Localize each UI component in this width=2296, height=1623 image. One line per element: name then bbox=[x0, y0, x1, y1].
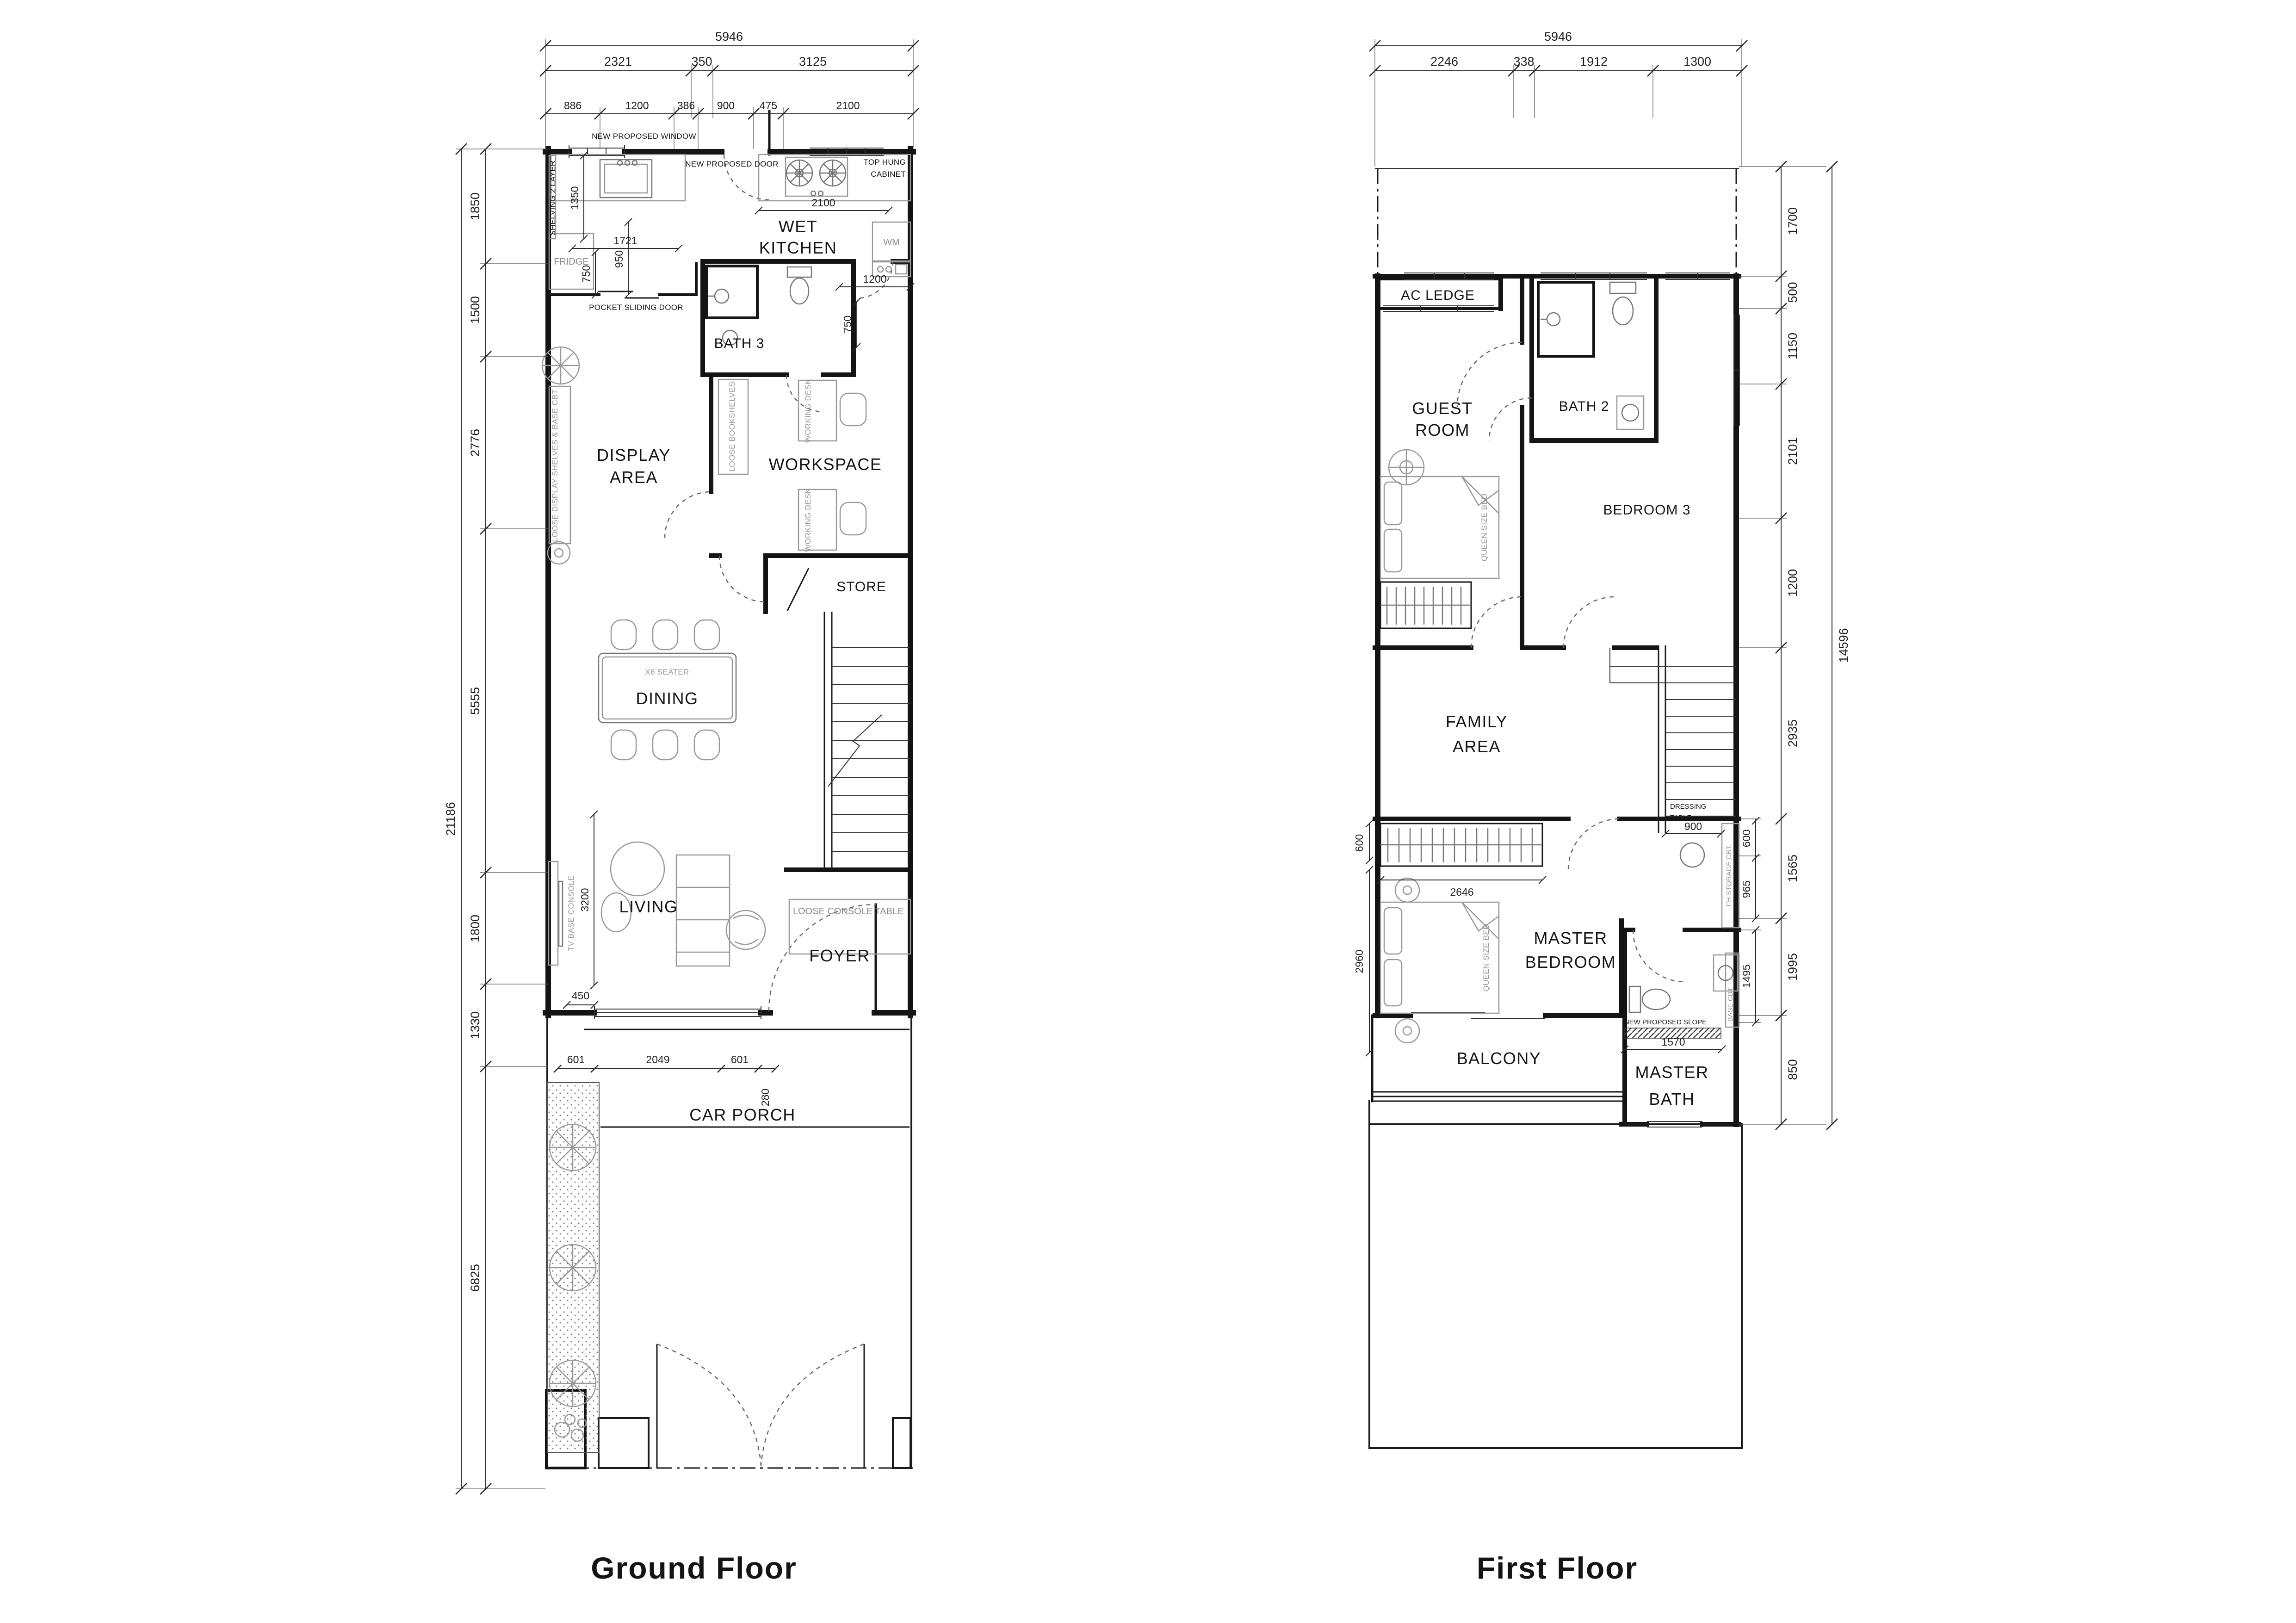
svg-text:886: 886 bbox=[563, 99, 582, 112]
chair-2 bbox=[840, 502, 866, 535]
svg-text:1570: 1570 bbox=[1661, 1036, 1685, 1048]
svg-text:LOOSE CONSOLE TABLE: LOOSE CONSOLE TABLE bbox=[793, 906, 904, 917]
svg-text:1721: 1721 bbox=[613, 235, 637, 247]
svg-text:850: 850 bbox=[1786, 1059, 1800, 1080]
svg-text:1850: 1850 bbox=[468, 192, 482, 221]
toilet-tank bbox=[1629, 986, 1640, 1012]
label-guest-room: GUEST bbox=[1412, 399, 1473, 418]
first-floor-plan bbox=[1353, 30, 1850, 1448]
shower bbox=[706, 266, 757, 318]
ff-lower-roof bbox=[1369, 1124, 1742, 1448]
svg-text:2776: 2776 bbox=[468, 428, 482, 457]
svg-text:AREA: AREA bbox=[1452, 737, 1501, 756]
plant-icon bbox=[726, 911, 765, 949]
stove bbox=[786, 157, 848, 196]
toilet-tank bbox=[1610, 282, 1636, 293]
svg-text:2246: 2246 bbox=[1430, 55, 1459, 68]
svg-text:601: 601 bbox=[730, 1053, 749, 1065]
svg-text:338: 338 bbox=[1513, 55, 1535, 68]
svg-text:SHELVING 2 LAYER: SHELVING 2 LAYER bbox=[548, 160, 557, 236]
svg-text:2960: 2960 bbox=[1353, 949, 1365, 973]
dressing-mirror bbox=[1680, 843, 1704, 867]
svg-text:LOOSE DISPLAY SHELVES & BASE C: LOOSE DISPLAY SHELVES & BASE CBT. bbox=[551, 388, 559, 542]
master-bed bbox=[1380, 902, 1499, 1013]
svg-text:950: 950 bbox=[613, 250, 625, 268]
toilet-bowl bbox=[1642, 989, 1670, 1010]
svg-text:FH STORAGE CBT.: FH STORAGE CBT. bbox=[1725, 844, 1733, 906]
toilet-tank bbox=[787, 267, 811, 277]
label-family-area: FAMILY bbox=[1445, 712, 1508, 731]
label-bath3: BATH 3 bbox=[714, 336, 765, 351]
bullseye-icon bbox=[548, 542, 570, 564]
svg-text:WORKING DESK: WORKING DESK bbox=[804, 379, 812, 443]
gf-store-door-leaf bbox=[787, 568, 809, 611]
svg-text:3200: 3200 bbox=[579, 888, 591, 912]
svg-text:LOOSE BOOKSHELVES: LOOSE BOOKSHELVES bbox=[728, 381, 736, 472]
svg-text:1800: 1800 bbox=[468, 914, 482, 943]
svg-text:CABINET: CABINET bbox=[871, 170, 906, 179]
svg-text:WM: WM bbox=[883, 237, 900, 248]
tv bbox=[559, 881, 563, 946]
svg-text:475: 475 bbox=[759, 99, 778, 112]
svg-text:POCKET SLIDING DOOR: POCKET SLIDING DOOR bbox=[589, 303, 683, 312]
dim-gf-height: 21186 bbox=[444, 802, 458, 836]
svg-text:3125: 3125 bbox=[798, 55, 827, 68]
svg-text:500: 500 bbox=[1786, 282, 1800, 303]
label-foyer: FOYER bbox=[809, 946, 870, 965]
label-display-area: DISPLAY bbox=[597, 446, 671, 465]
svg-text:BEDROOM: BEDROOM bbox=[1525, 953, 1616, 972]
svg-text:2100: 2100 bbox=[836, 99, 860, 112]
svg-text:1350: 1350 bbox=[569, 186, 581, 210]
label-living: LIVING bbox=[619, 897, 678, 916]
label-new-door: NEW PROPOSED DOOR bbox=[685, 160, 779, 168]
svg-text:600: 600 bbox=[1740, 829, 1752, 848]
ground-floor-plan bbox=[444, 30, 919, 1494]
svg-text:450: 450 bbox=[571, 990, 590, 1002]
ground-floor-title: Ground Floor bbox=[591, 1551, 797, 1585]
gf-bath3 bbox=[706, 266, 811, 345]
svg-text:1500: 1500 bbox=[468, 296, 482, 324]
svg-text:2100: 2100 bbox=[811, 197, 835, 209]
svg-text:350: 350 bbox=[691, 55, 712, 68]
svg-text:6825: 6825 bbox=[468, 1264, 482, 1292]
svg-text:601: 601 bbox=[567, 1053, 585, 1065]
svg-text:900: 900 bbox=[717, 99, 735, 112]
gf-stairs bbox=[824, 612, 910, 870]
chair-1 bbox=[840, 393, 866, 426]
svg-text:AREA: AREA bbox=[609, 468, 658, 487]
label-store: STORE bbox=[836, 579, 886, 595]
svg-text:2646: 2646 bbox=[1450, 886, 1474, 898]
gf-doors bbox=[657, 111, 893, 1468]
svg-text:5555: 5555 bbox=[468, 687, 482, 715]
svg-text:1200: 1200 bbox=[1786, 569, 1800, 597]
gf-kitchen bbox=[549, 155, 910, 289]
svg-text:600: 600 bbox=[1353, 834, 1365, 852]
label-car-porch: CAR PORCH bbox=[689, 1105, 796, 1124]
svg-text:FRIDGE: FRIDGE bbox=[554, 257, 589, 267]
label-ac-ledge: AC LEDGE bbox=[1401, 288, 1475, 303]
svg-text:1200: 1200 bbox=[625, 99, 649, 112]
label-new-window: NEW PROPOSED WINDOW bbox=[592, 132, 696, 141]
svg-text:X6 SEATER: X6 SEATER bbox=[645, 668, 689, 676]
sofa bbox=[676, 855, 730, 966]
label-balcony: BALCONY bbox=[1456, 1049, 1541, 1068]
label-dining: DINING bbox=[636, 689, 699, 708]
toilet-bowl bbox=[1613, 297, 1633, 325]
label-bedroom3: BEDROOM 3 bbox=[1603, 502, 1691, 518]
svg-text:2321: 2321 bbox=[604, 55, 632, 68]
dim-gf-width: 5946 bbox=[715, 30, 743, 43]
svg-text:2101: 2101 bbox=[1786, 437, 1800, 465]
svg-text:1565: 1565 bbox=[1786, 854, 1800, 883]
label-slope: NEW PROPOSED SLOPE bbox=[1624, 1018, 1707, 1026]
svg-text:KITCHEN: KITCHEN bbox=[759, 238, 837, 257]
svg-text:750: 750 bbox=[842, 315, 854, 334]
svg-text:1330: 1330 bbox=[468, 1011, 482, 1040]
svg-text:965: 965 bbox=[1740, 880, 1752, 898]
toilet-bowl bbox=[790, 278, 809, 304]
gf-planting bbox=[547, 1083, 599, 1453]
svg-text:750: 750 bbox=[580, 265, 592, 283]
label-wet-kitchen: WET bbox=[778, 217, 818, 236]
svg-text:1495: 1495 bbox=[1740, 964, 1752, 988]
label-master-bath: MASTER bbox=[1635, 1063, 1709, 1082]
svg-text:1150: 1150 bbox=[1786, 332, 1800, 360]
light-icon bbox=[1395, 878, 1419, 902]
svg-text:DRESSING: DRESSING bbox=[1670, 803, 1707, 811]
label-workspace: WORKSPACE bbox=[768, 455, 882, 474]
svg-text:1995: 1995 bbox=[1786, 953, 1800, 981]
svg-text:900: 900 bbox=[1684, 820, 1702, 832]
basin-cabinet bbox=[1617, 396, 1644, 429]
label-master-bedroom: MASTER bbox=[1534, 929, 1608, 948]
dim-ff-width: 5946 bbox=[1544, 30, 1572, 43]
svg-text:QUEEN SIZE BED: QUEEN SIZE BED bbox=[1482, 923, 1491, 992]
dining-table bbox=[599, 653, 736, 723]
svg-text:TV BASE CONSOLE: TV BASE CONSOLE bbox=[567, 875, 576, 952]
svg-text:2049: 2049 bbox=[646, 1053, 670, 1065]
ff-labels bbox=[1401, 288, 1734, 1109]
first-floor-title: First Floor bbox=[1476, 1551, 1638, 1585]
svg-text:QUEEN SIZE BED: QUEEN SIZE BED bbox=[1480, 493, 1489, 562]
svg-text:WORKING DESK: WORKING DESK bbox=[804, 488, 812, 552]
svg-text:386: 386 bbox=[677, 99, 695, 112]
svg-text:1912: 1912 bbox=[1579, 55, 1608, 68]
round-rug bbox=[611, 842, 664, 896]
label-bath2: BATH 2 bbox=[1559, 399, 1609, 414]
svg-text:1300: 1300 bbox=[1683, 55, 1712, 68]
svg-text:280: 280 bbox=[759, 1088, 771, 1107]
svg-text:TOP HUNG: TOP HUNG bbox=[863, 158, 906, 167]
svg-text:BASE CBT.: BASE CBT. bbox=[1727, 986, 1734, 1022]
svg-text:BATH: BATH bbox=[1649, 1090, 1695, 1109]
svg-text:ROOM: ROOM bbox=[1415, 421, 1470, 440]
svg-text:TABLE: TABLE bbox=[1670, 814, 1692, 822]
svg-text:1200: 1200 bbox=[863, 273, 887, 285]
svg-text:1700: 1700 bbox=[1786, 207, 1800, 235]
dim-ff-height: 14596 bbox=[1837, 628, 1850, 663]
svg-text:2935: 2935 bbox=[1786, 719, 1800, 748]
